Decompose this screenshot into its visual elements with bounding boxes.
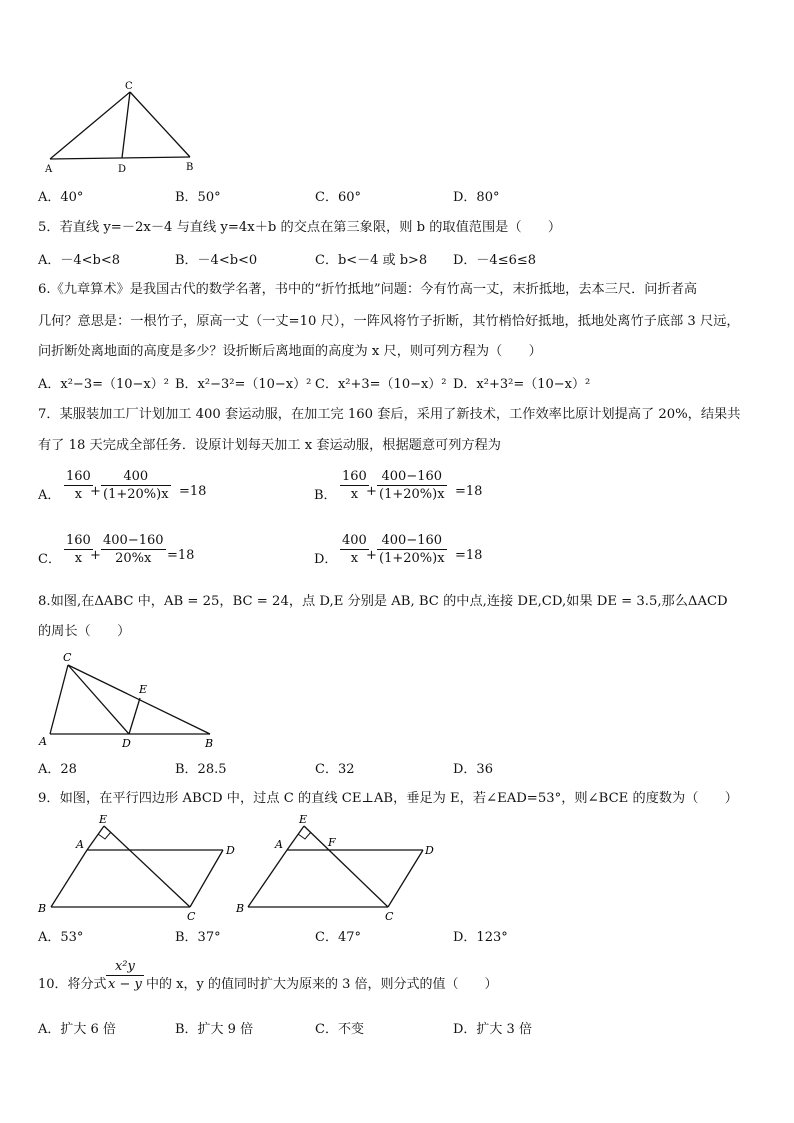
q9-f2-label-f: F (328, 836, 336, 849)
q9-option-c[interactable]: C．47° (315, 930, 361, 945)
q7-c-f1-den: x (74, 551, 83, 566)
q7-c-fraction-1 (64, 532, 93, 568)
q7-d-label: D． (314, 552, 338, 567)
q7-option-c[interactable] (38, 532, 298, 580)
q10-option-b[interactable]: B．扩大 9 倍 (175, 1022, 254, 1037)
q7-a-f2-num: 400 (101, 468, 171, 486)
q10-suffix: 中的 x，y 的值同时扩大为原来的 3 倍，则分式的值（ ） (146, 977, 498, 992)
q8-label-e: E (139, 683, 148, 696)
q5-option-b[interactable]: B．－4<b<0 (175, 253, 258, 268)
q8-label-a: A (39, 735, 47, 748)
q4-label-a: A (45, 164, 53, 175)
q8-label-c: C (63, 651, 72, 664)
q7-c-plus: + (90, 548, 101, 563)
q9-parallelogram-figure-2 (228, 812, 442, 920)
q7-d-f2-den: (1+20%)x (379, 551, 445, 566)
q6-stem-line-1: 6.《九章算术》是我国古代的数学名著，书中的“折竹抵地”问题：今有竹高一丈，末折抵地，去本三尺．问折者高 (38, 282, 698, 297)
q9-f2-label-d: D (425, 844, 434, 857)
q7-a-f1-num: 160 (66, 469, 91, 484)
q9-option-d[interactable]: D．123° (453, 930, 508, 945)
q9-f1-label-e: E (99, 813, 108, 826)
q6-options (38, 373, 758, 393)
q4-option-c[interactable]: C．60° (315, 190, 361, 205)
q6-stem-line-3: 问折断处离地面的高度是多少？设折断后离地面的高度为 x 尺，则可列方程为（ ） (38, 344, 542, 359)
q8-label-b: B (205, 737, 214, 750)
q4-label-c: C (125, 81, 133, 92)
q7-b-plus: + (366, 484, 377, 499)
q9-f1-label-a: A (76, 838, 84, 851)
q9-option-b[interactable]: B．37° (175, 930, 221, 945)
q7-d-plus: + (366, 548, 377, 563)
q7-c-fraction-2 (101, 532, 166, 568)
q10-option-d[interactable]: D．扩大 3 倍 (453, 1022, 532, 1037)
q7-a-plus: + (90, 484, 101, 499)
q9-f2-label-b: B (236, 902, 245, 915)
q7-d-f1-den: x (350, 551, 359, 566)
q9-option-a[interactable]: A．53° (38, 930, 84, 945)
q10-frac-den: x − y (108, 977, 142, 992)
q7-c-label: C． (38, 552, 61, 567)
q8-option-a[interactable]: A．28 (38, 762, 77, 777)
q7-c-f2-num: 400−160 (103, 533, 164, 548)
q6-option-b[interactable]: B．x²−3²=（10−x）² (175, 377, 312, 392)
q7-a-equals: =18 (179, 484, 207, 499)
q7-stem-line-2: 有了 18 天完成全部任务．设原计划每天加工 x 套运动服，根据题意可列方程为 (38, 438, 501, 453)
q7-a-f1-den: x (74, 487, 83, 502)
q7-b-f1-num: 160 (342, 469, 367, 484)
q9-f1-label-b: B (38, 902, 47, 915)
q7-d-equals: =18 (455, 548, 483, 563)
q8-label-d: D (122, 737, 131, 750)
q10-options (38, 1018, 758, 1038)
q4-label-d: D (118, 164, 127, 175)
q7-b-f2-den: (1+20%)x (379, 487, 445, 502)
q7-d-f2-num: 400−160 (377, 532, 447, 550)
q5-option-c[interactable]: C．b<－4 或 b>8 (315, 253, 428, 268)
q4-option-a[interactable]: A．40° (38, 190, 84, 205)
q10-option-c[interactable]: C．不变 (315, 1022, 364, 1037)
q8-option-b[interactable]: B．28.5 (175, 762, 227, 777)
q10-fraction (106, 958, 144, 994)
q7-b-fraction-2 (377, 468, 447, 504)
q8-options (38, 758, 758, 778)
q9-parallelogram-figure-1 (32, 812, 245, 920)
q8-option-d[interactable]: D．36 (453, 762, 493, 777)
q7-c-f2-den: 20%x (115, 551, 152, 566)
q9-stem: 9．如图，在平行四边形 ABCD 中，过点 C 的直线 CE⊥AB，垂足为 E，若∠EAD=53°，则∠BCE 的度数为（ ） (38, 791, 738, 806)
q7-option-d[interactable] (314, 532, 574, 580)
q7-c-equals: =18 (167, 548, 195, 563)
q9-f2-label-a: A (275, 838, 283, 851)
q7-d-fraction-2 (377, 532, 447, 568)
q6-option-c[interactable]: C．x²+3=（10−x）² (315, 377, 447, 392)
q4-option-b[interactable]: B．50° (175, 190, 221, 205)
q5-option-d[interactable]: D．－4≤6≤8 (453, 253, 537, 268)
q5-options (38, 249, 758, 269)
q7-d-f1-num: 400 (342, 533, 367, 548)
q9-f1-label-d: D (226, 844, 235, 857)
q10-stem (38, 958, 738, 1006)
q9-f2-label-c: C (385, 910, 394, 920)
q7-b-equals: =18 (455, 484, 483, 499)
q7-stem-line-1: 7．某服装加工厂计划加工 400 套运动服，在加工完 160 套后，采用了新技术，工作效率比原计划提高了 20%，结果共 (38, 407, 741, 422)
q6-option-a[interactable]: A．x²−3=（10−x）² (38, 377, 169, 392)
q9-f2-label-e: E (299, 813, 308, 826)
q10-frac-num: x²y (106, 958, 144, 976)
q8-option-c[interactable]: C．32 (315, 762, 355, 777)
q7-b-label: B． (314, 488, 337, 503)
q4-triangle-figure (38, 78, 208, 178)
q6-option-d[interactable]: D．x²+3²=（10−x）² (453, 377, 591, 392)
q5-stem: 5．若直线 y=－2x－4 与直线 y=4x＋b 的交点在第三象限，则 b 的取值范围是（ ） (38, 220, 562, 235)
q7-b-f2-num: 400−160 (377, 468, 447, 486)
q4-option-d[interactable]: D．80° (453, 190, 500, 205)
q8-stem-line-1: 8.如图,在ΔABC 中，AB = 25，BC = 24，点 D,E 分别是 AB, BC 的中点,连接 DE,CD,如果 DE = 3.5,那么ΔACD (38, 594, 728, 609)
q4-label-b: B (186, 162, 194, 173)
q7-a-f2-den: (1+20%)x (103, 487, 169, 502)
q7-a-fraction-1 (64, 468, 93, 504)
q7-option-a[interactable] (38, 468, 298, 516)
q7-d-fraction-1 (340, 532, 369, 568)
q10-option-a[interactable]: A．扩大 6 倍 (38, 1022, 116, 1037)
q7-c-f1-num: 160 (66, 533, 91, 548)
q9-f1-label-c: C (187, 910, 196, 920)
q4-options (38, 186, 758, 206)
q6-stem-line-2: 几何？意思是：一根竹子，原高一丈（一丈=10 尺），一阵风将竹子折断，其竹梢恰好抵地，抵地处离竹子底部 3 尺远， (38, 314, 740, 329)
q9-options (38, 926, 758, 946)
q8-triangle-figure (34, 648, 224, 752)
q7-b-f1-den: x (350, 487, 359, 502)
q7-a-label: A． (38, 488, 61, 503)
q5-option-a[interactable]: A．－4<b<8 (38, 253, 121, 268)
q7-a-fraction-2 (101, 468, 171, 504)
q7-option-b[interactable] (314, 468, 574, 516)
q8-stem-line-2: 的周长（ ） (38, 624, 131, 639)
q10-prefix: 10．将分式 (38, 977, 107, 992)
q7-b-fraction-1 (340, 468, 369, 504)
